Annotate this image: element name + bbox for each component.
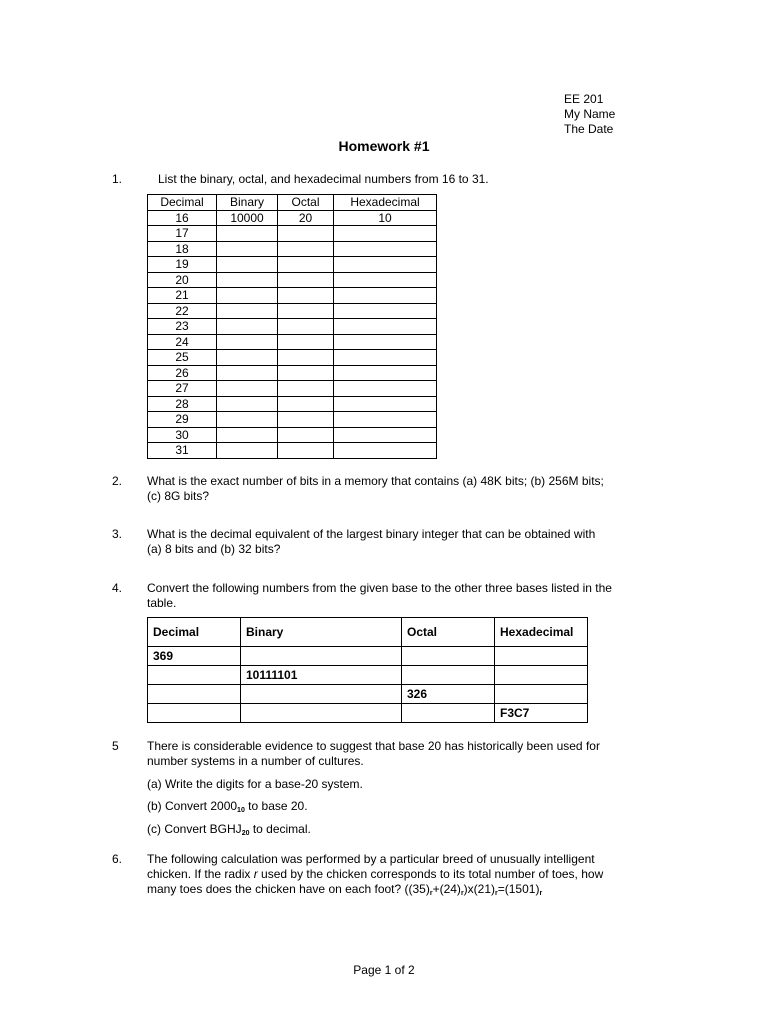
q1-table-cell: 16 xyxy=(148,210,217,226)
q4-table-cell xyxy=(495,666,588,685)
q3-number: 3. xyxy=(112,527,123,541)
q1-text: List the binary, octal, and hexadecimal numbers from 16 to 31. xyxy=(158,172,489,186)
q4-header-decimal: Decimal xyxy=(148,618,241,647)
q4-header-hex: Hexadecimal xyxy=(495,618,588,647)
q1-table-cell xyxy=(278,303,334,319)
q1-table-row xyxy=(148,412,437,428)
q1-table-row xyxy=(148,272,437,288)
q1-table-header xyxy=(148,195,437,211)
q1-table-cell xyxy=(278,396,334,412)
q1-table-cell: 20 xyxy=(148,272,217,288)
q1-table-row xyxy=(148,226,437,242)
q1-table-cell: 21 xyxy=(148,288,217,304)
q1-table-cell xyxy=(334,226,437,242)
q4-table-row xyxy=(148,647,588,666)
q4-table-cell xyxy=(148,685,241,704)
q1-table-cell: 19 xyxy=(148,257,217,273)
q1-table-cell xyxy=(217,272,278,288)
q6-radix-symbol: r xyxy=(253,867,258,881)
q1-table-cell xyxy=(334,427,437,443)
q1-table-cell xyxy=(217,427,278,443)
q6-part-1: +(24) xyxy=(432,882,461,896)
q6-line3 xyxy=(147,882,657,901)
q4-table-cell xyxy=(241,704,402,723)
q4-table-cell xyxy=(241,647,402,666)
q4-text xyxy=(147,581,657,611)
q1-table-cell: 17 xyxy=(148,226,217,242)
q5-line1: There is considerable evidence to suggest that base 20 has historically been used for xyxy=(147,739,600,753)
q1-table-cell xyxy=(334,381,437,397)
q1-table-row xyxy=(148,288,437,304)
q1-table-cell xyxy=(278,334,334,350)
q1-table-cell xyxy=(334,272,437,288)
q1-table-cell xyxy=(217,412,278,428)
q1-table-row xyxy=(148,365,437,381)
q4-table xyxy=(147,617,588,723)
q6-line1: The following calculation was performed by a particular breed of unusually intelligent xyxy=(147,852,595,866)
q1-table-cell: 26 xyxy=(148,365,217,381)
q4-table-cell: F3C7 xyxy=(495,704,588,723)
q1-table-cell xyxy=(278,288,334,304)
q1-table-row xyxy=(148,241,437,257)
q4-header-octal: Octal xyxy=(402,618,495,647)
q5-part-c xyxy=(147,822,311,841)
q4-table-cell xyxy=(148,704,241,723)
q1-table-row xyxy=(148,396,437,412)
q1-table-cell xyxy=(217,443,278,459)
q6-text xyxy=(147,852,657,901)
q6-line2 xyxy=(147,867,657,882)
q1-table-cell xyxy=(217,334,278,350)
q1-table-cell xyxy=(334,443,437,459)
course-label: EE 201 xyxy=(564,92,604,106)
q1-table-cell xyxy=(278,381,334,397)
q4-table-cell xyxy=(241,685,402,704)
q4-table-cell: 369 xyxy=(148,647,241,666)
q1-table-cell: 31 xyxy=(148,443,217,459)
q1-table-cell xyxy=(217,288,278,304)
date-label: The Date xyxy=(564,122,614,136)
q1-table-cell xyxy=(278,241,334,257)
q2-line1: What is the exact number of bits in a memory that contains (a) 48K bits; (b) 256M bits; xyxy=(147,474,604,488)
q1-table-cell xyxy=(278,365,334,381)
q1-table-cell xyxy=(334,303,437,319)
q5-part-a: (a) Write the digits for a base-20 system. xyxy=(147,777,363,791)
q1-table-cell xyxy=(217,257,278,273)
q1-table-cell xyxy=(278,272,334,288)
q1-table-cell: 10000 xyxy=(217,210,278,226)
q1-table-cell xyxy=(278,319,334,335)
q1-table-cell xyxy=(217,303,278,319)
q6-line2-post: used by the chicken corresponds to its total number of toes, how xyxy=(257,867,604,881)
q5-part-c-subscript: 20 xyxy=(241,830,250,837)
q1-table-cell xyxy=(334,412,437,428)
q6-line2-pre: chicken. If the radix xyxy=(147,867,254,881)
q1-table-cell xyxy=(278,443,334,459)
q6-sub-3: r xyxy=(495,890,498,897)
q1-table-row xyxy=(148,210,437,226)
q2-number: 2. xyxy=(112,474,123,488)
q1-table-row xyxy=(148,334,437,350)
q4-table-cell xyxy=(495,685,588,704)
q1-table-row xyxy=(148,350,437,366)
q1-table-cell: 10 xyxy=(334,210,437,226)
q1-table-cell xyxy=(334,241,437,257)
page-footer: Page 1 of 2 xyxy=(353,963,415,977)
q1-table-cell xyxy=(217,396,278,412)
q1-table-cell: 23 xyxy=(148,319,217,335)
q4-table-cell: 10111101 xyxy=(241,666,402,685)
q1-table-cell: 20 xyxy=(278,210,334,226)
q1-table-cell xyxy=(278,257,334,273)
q4-table-cell xyxy=(495,647,588,666)
header-block xyxy=(564,92,615,137)
q6-part-3: =(1501) xyxy=(497,882,540,896)
q4-number: 4. xyxy=(112,581,123,595)
q1-table-row xyxy=(148,443,437,459)
q2-line2: (c) 8G bits? xyxy=(147,489,210,503)
q4-line1: Convert the following numbers from the given base to the other three bases listed in the xyxy=(147,581,612,595)
q1-table-cell xyxy=(278,226,334,242)
q1-table-cell xyxy=(334,257,437,273)
q5-part-b-post: to base 20. xyxy=(244,799,308,813)
q4-table-cell xyxy=(402,704,495,723)
q1-table-cell: 18 xyxy=(148,241,217,257)
q1-table-cell: 25 xyxy=(148,350,217,366)
q4-table-row xyxy=(148,685,588,704)
q1-table-cell xyxy=(278,412,334,428)
q1-table-row xyxy=(148,257,437,273)
q1-table-cell xyxy=(334,288,437,304)
q5-part-b-subscript: 10 xyxy=(237,807,245,814)
q2-text xyxy=(147,474,657,504)
q1-table-cell xyxy=(278,427,334,443)
q1-table-cell: 27 xyxy=(148,381,217,397)
q1-table-cell xyxy=(334,319,437,335)
q5-number: 5 xyxy=(112,739,119,753)
q1-table-row xyxy=(148,381,437,397)
q1-table-cell xyxy=(334,396,437,412)
q1-table-cell xyxy=(278,350,334,366)
q1-table-cell: 28 xyxy=(148,396,217,412)
q1-table-cell xyxy=(217,350,278,366)
q1-table-row xyxy=(148,303,437,319)
q3-text xyxy=(147,527,647,557)
q1-table-cell xyxy=(334,365,437,381)
q5-part-b xyxy=(147,799,308,818)
q1-table-cell xyxy=(217,226,278,242)
q1-number: 1. xyxy=(112,172,123,186)
q1-table-cell: 24 xyxy=(148,334,217,350)
q3-line2: (a) 8 bits and (b) 32 bits? xyxy=(147,542,281,556)
q4-table-row xyxy=(148,704,588,723)
q1-table-cell: 29 xyxy=(148,412,217,428)
q6-sub-1: r xyxy=(429,890,433,897)
q1-table xyxy=(147,194,437,459)
q4-header-binary: Binary xyxy=(241,618,402,647)
q1-header-hex: Hexadecimal xyxy=(334,195,437,211)
q1-header-binary: Binary xyxy=(217,195,278,211)
q4-table-header xyxy=(148,618,588,647)
q5-part-c-post: to decimal. xyxy=(249,822,311,836)
q4-table-cell xyxy=(402,666,495,685)
q4-table-row xyxy=(148,666,588,685)
q1-table-cell xyxy=(217,241,278,257)
q5-text xyxy=(147,739,647,769)
q6-sub-2: r xyxy=(460,890,464,897)
q4-table-body xyxy=(148,647,588,723)
q3-line1: What is the decimal equivalent of the largest binary integer that can be obtained with xyxy=(147,527,596,541)
q1-table-cell xyxy=(217,365,278,381)
q1-table-body xyxy=(148,210,437,458)
q4-table-cell xyxy=(402,647,495,666)
q1-header-octal: Octal xyxy=(278,195,334,211)
student-name: My Name xyxy=(564,107,616,121)
q6-line3-pre: many toes does the chicken have on each foot? ((35) xyxy=(147,882,430,896)
q4-table-cell xyxy=(148,666,241,685)
q5-line2: number systems in a number of cultures. xyxy=(147,754,364,768)
q5-part-c-pre: (c) Convert BGHJ xyxy=(147,822,242,836)
q4-table-cell: 326 xyxy=(402,685,495,704)
q1-table-cell xyxy=(217,381,278,397)
q1-header-decimal: Decimal xyxy=(148,195,217,211)
q1-table-row xyxy=(148,319,437,335)
q6-part-2: )x(21) xyxy=(463,882,496,896)
q4-line2: table. xyxy=(147,596,177,610)
q1-table-cell xyxy=(217,319,278,335)
q6-number: 6. xyxy=(112,852,123,866)
q1-table-cell xyxy=(334,334,437,350)
q6-sub-4: r xyxy=(539,890,543,897)
q1-table-cell: 22 xyxy=(148,303,217,319)
q1-table-cell: 30 xyxy=(148,427,217,443)
page-title: Homework #1 xyxy=(338,138,430,154)
q1-table-cell xyxy=(334,350,437,366)
q5-part-b-pre: (b) Convert 2000 xyxy=(147,799,238,813)
q1-table-row xyxy=(148,427,437,443)
